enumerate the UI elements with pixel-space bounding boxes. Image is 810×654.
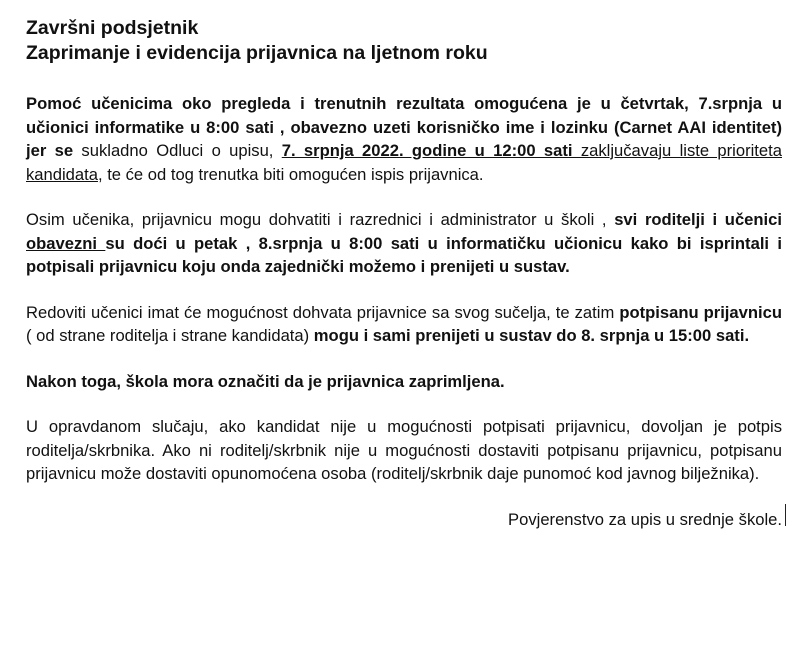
parents-bold-1: svi roditelji i učenici: [614, 210, 782, 229]
help-session-text: sukladno Odluci o upisu,: [73, 141, 282, 160]
justified-case-text: U opravdanom slučaju, ako kandidat nije u mogućnosti potpisati prijavnicu, dovoljan je potpis roditelja/skrbnika. Ako ni roditelj/skrbnik nije u mogućnosti dostaviti potpisanu prijavnicu, potpisanu prijavnicu može dostaviti opunomoćena osoba (roditelj/skrbnik daje punomoć kod javnog bilježnika).: [26, 417, 782, 483]
document-subtitle: Zaprimanje i evidencija prijavnica na ljetnom roku: [26, 42, 488, 64]
school-mark-text: Nakon toga, škola mora označiti da je prijavnica zaprimljena.: [26, 371, 505, 391]
signed-form: potpisanu prijavnicu: [619, 302, 782, 322]
parents-bold-2: su doći u petak , 8.srpnja u 8:00 sati u informatičku učionicu kako bi isprintali i potpisali prijavnicu koju onda zajednički možemo i prenijeti u sustav.: [26, 233, 782, 276]
print-note: , te će od tog trenutka biti omogućen ispis prijavnica.: [97, 164, 484, 184]
paragraph-justified-case: [26, 415, 782, 486]
lock-date: 7. srpnja 2022. godine u 12:00 sati: [281, 141, 573, 160]
upload-deadline: mogu i sami prenijeti u sustav do 8. srpnja u 15:00 sati.: [313, 326, 750, 345]
text-cursor: [785, 504, 786, 526]
paragraph-school-mark: [26, 370, 782, 394]
document-page: [26, 16, 782, 531]
regular-intro: Redoviti učenici imat će mogućnost dohvata prijavnice sa svog sučelja, te zatim: [26, 302, 620, 322]
parents-intro: Osim učenika, prijavnicu mogu dohvatiti i razrednici i administrator u školi ,: [26, 210, 615, 229]
paragraph-regular-students: [26, 301, 782, 348]
lock-lists: zaključavaju liste prioriteta kandidata: [26, 141, 782, 184]
paragraph-help-session: [26, 92, 782, 186]
signature: Povjerenstvo za upis u srednje škole.: [508, 509, 782, 529]
signed-by: ( od strane roditelja i strane kandidata): [26, 326, 314, 345]
paragraph-parents: [26, 208, 782, 279]
help-session-bold: Pomoć učenicima oko pregleda i trenutnih rezultata omogućena je u četvrtak, 7.srpnja u učionici informatike u 8:00 sati , obavezno uzeti korisničko ime i lozinku (Carnet AAI identitet) jer se: [26, 94, 782, 160]
parents-obligatory: obavezni: [26, 233, 106, 253]
document-title: Završni podsjetnik: [26, 17, 199, 39]
